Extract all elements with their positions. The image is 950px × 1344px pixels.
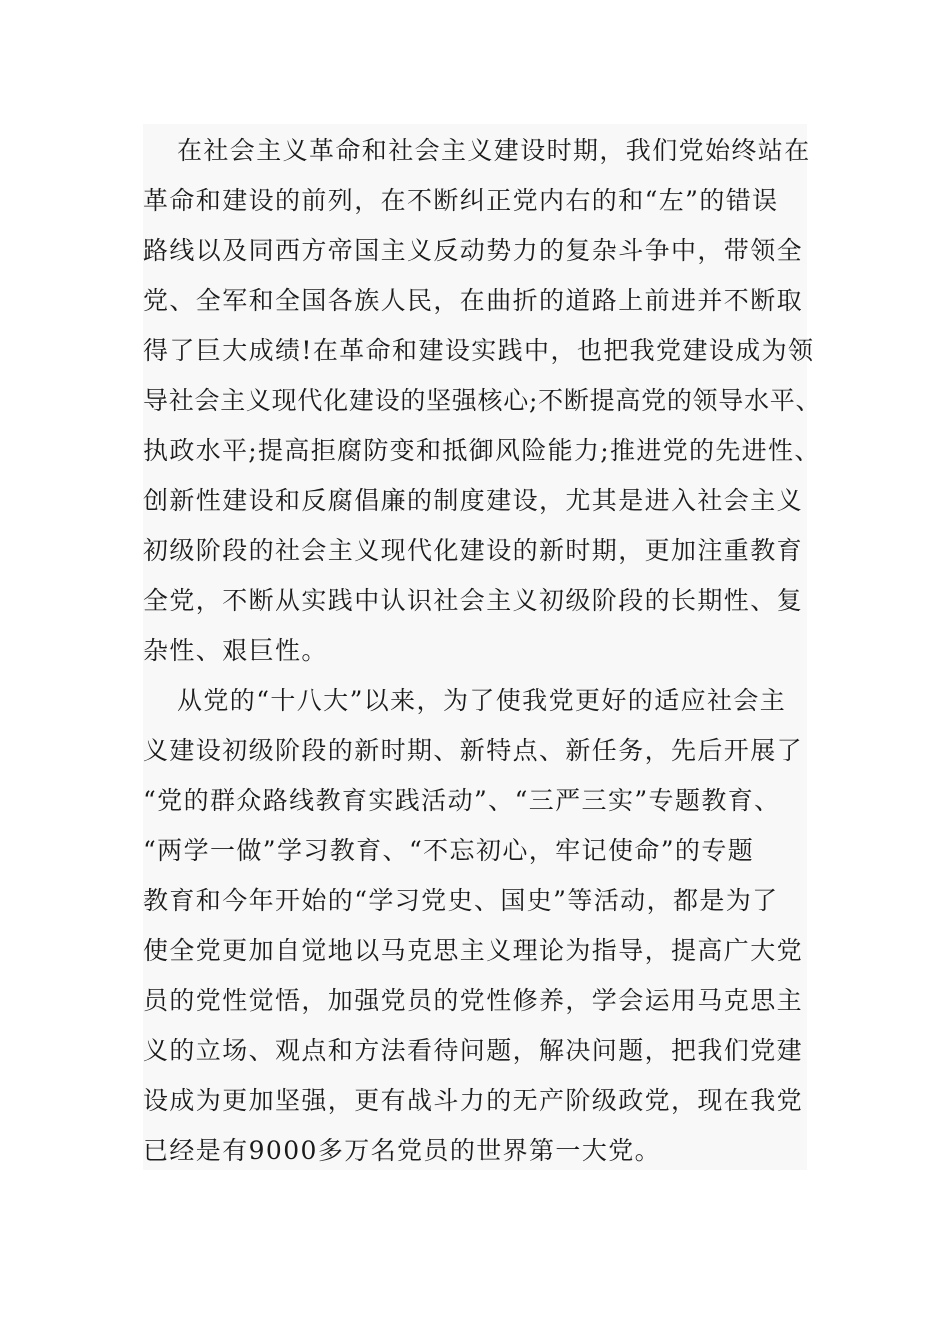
paragraph-1-line-4: 党、全军和全国各族人民，在曲折的道路上前进并不断取: [143, 286, 804, 315]
paragraph-2-line-3: “党的群众路线教育实践活动”、“三严三实”专题教育、: [143, 786, 781, 815]
paragraph-2-line-2: 义建设初级阶段的新时期、新特点、新任务，先后开展了: [143, 736, 804, 765]
paragraph-1-line-10: 全党，不断从实践中认识社会主义初级阶段的长期性、复: [143, 586, 804, 615]
paragraph-2-line-1: 从党的“十八大”以来，为了使我党更好的适应社会主: [177, 686, 787, 715]
paragraph-1-line-2: 革命和建设的前列，在不断纠正党内右的和“左”的错误: [143, 186, 779, 215]
paragraph-1-line-7: 执政水平;提高拒腐防变和抵御风险能力;推进党的先进性、: [143, 436, 821, 465]
text-block: [143, 124, 822, 1170]
paragraph-1-line-1: 在社会主义革命和社会主义建设时期，我们党始终站在: [177, 136, 811, 165]
paragraph-1-line-8: 创新性建设和反腐倡廉的制度建设，尤其是进入社会主义: [143, 486, 804, 515]
paragraph-2-line-7: 员的党性觉悟，加强党员的党性修养，学会运用马克思主: [143, 986, 804, 1015]
paragraph-1-line-6: 导社会主义现代化建设的坚强核心;不断提高党的领导水平、: [143, 386, 822, 415]
paragraph-1-line-11: 杂性、艰巨性。: [143, 636, 328, 665]
paragraph-2-line-9: 设成为更加坚强，更有战斗力的无产阶级政党，现在我党: [143, 1086, 804, 1115]
paragraph-2-line-10: 已经是有9000多万名党员的世界第一大党。: [143, 1136, 662, 1165]
paragraph-2-line-6: 使全党更加自觉地以马克思主义理论为指导，提高广大党: [143, 936, 804, 965]
paragraph-1-line-9: 初级阶段的社会主义现代化建设的新时期，更加注重教育: [143, 536, 804, 565]
paragraph-2-line-4: “两学一做”学习教育、“不忘初心，牢记使命”的专题: [143, 836, 755, 865]
paragraph-2-line-8: 义的立场、观点和方法看待问题，解决问题，把我们党建: [143, 1036, 804, 1065]
paragraph-2-line-5: 教育和今年开始的“学习党史、国史”等活动，都是为了: [143, 886, 779, 915]
paragraph-1-line-5: 得了巨大成绩!在革命和建设实践中，也把我党建设成为领: [143, 336, 815, 365]
paragraph-1-line-3: 路线以及同西方帝国主义反动势力的复杂斗争中，带领全: [143, 236, 804, 265]
